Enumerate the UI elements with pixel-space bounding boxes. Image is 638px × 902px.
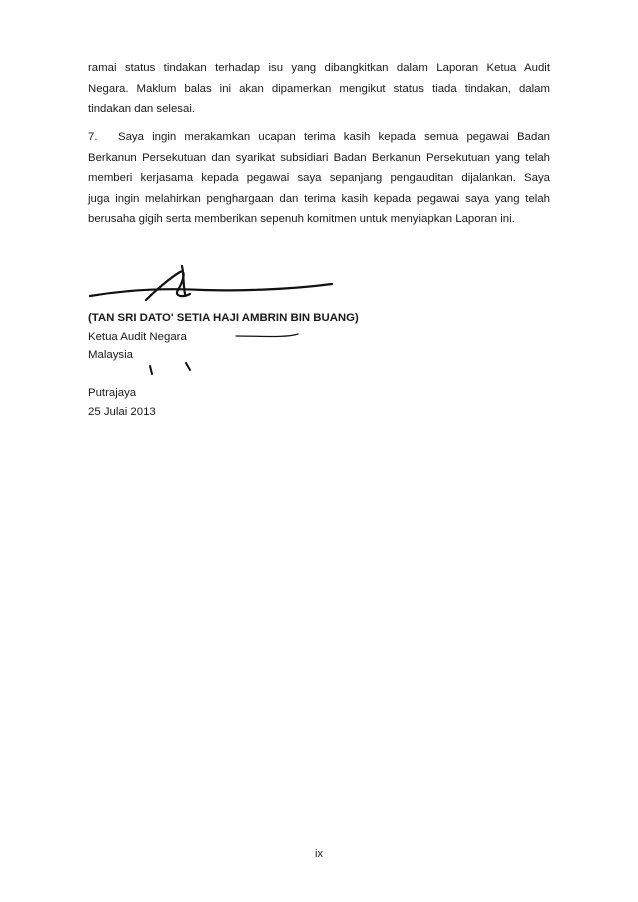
date: 25 Julai 2013 xyxy=(88,405,156,418)
text-line: juga ingin melahirkan penghargaan dan terima kasih kepada pegawai saya yang telah xyxy=(88,192,550,205)
paragraph-number: 7. xyxy=(88,131,98,143)
text-line: ramai status tindakan terhadap isu yang dibangkitkan dalam Laporan Ketua Audit xyxy=(88,62,550,74)
text-line-content: Saya ingin merakamkan ucapan terima kasih kepada semua pegawai Badan xyxy=(118,131,550,143)
text-line: memberi kerjasama kepada pegawai saya sepanjang pengauditan dijalankan. Saya xyxy=(88,172,550,185)
text-line: Negara. Maklum balas ini akan dipamerkan mengikut status tiada tindakan, dalam xyxy=(88,82,550,95)
text-line: Berkanun Persekutuan dan syarikat subsidiari Badan Berkanun Persekutuan yang telah xyxy=(88,151,550,164)
text-line: berusaha gigih serta memberikan sepenuh komitmen untuk menyiapkan Laporan ini. xyxy=(88,213,515,226)
signatory-country: Malaysia xyxy=(88,349,133,361)
signatory-title: Ketua Audit Negara xyxy=(88,330,187,343)
text-line xyxy=(88,127,550,148)
paragraph-seven xyxy=(88,127,550,230)
signatory-block xyxy=(88,309,359,365)
signatory-name: (TAN SRI DATO' SETIA HAJI AMBRIN BIN BUANG) xyxy=(88,312,359,324)
place: Putrajaya xyxy=(88,387,137,399)
place-date-block xyxy=(88,384,156,421)
page-number: ix xyxy=(315,848,323,860)
paragraph-continued xyxy=(88,58,550,120)
text-line: tindakan dan selesai. xyxy=(88,103,196,116)
